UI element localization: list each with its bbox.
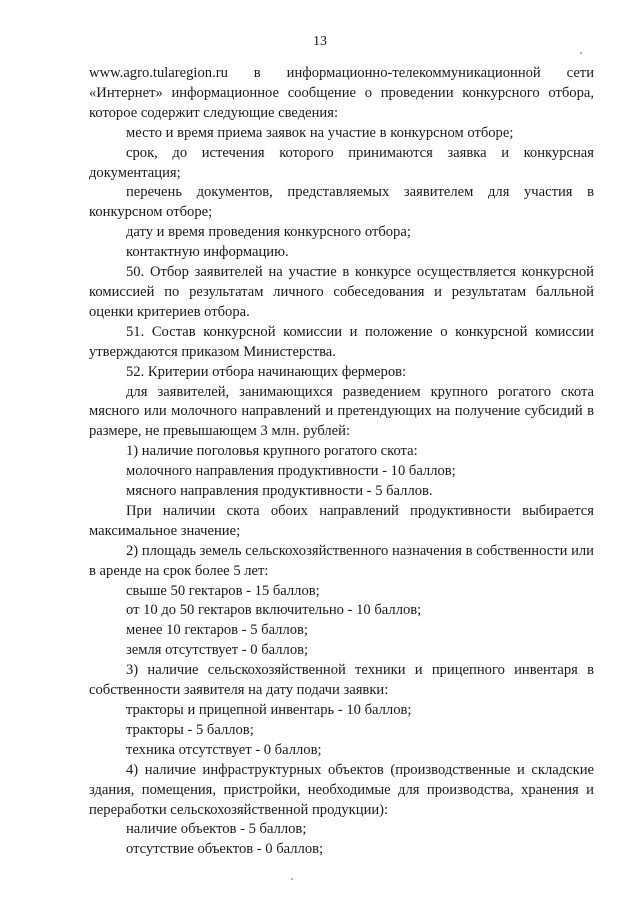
paragraph: наличие объектов - 5 баллов; xyxy=(126,821,307,838)
paragraph: техника отсутствует - 0 баллов; xyxy=(126,741,322,758)
document-body xyxy=(89,64,594,860)
scan-speck xyxy=(580,52,582,54)
scan-speck xyxy=(291,878,293,880)
paragraph: место и время приема заявок на участие в конкурсном отборе; xyxy=(126,124,514,141)
paragraph: от 10 до 50 гектаров включительно - 10 баллов; xyxy=(126,602,422,619)
paragraph: www.agro.tularegion.ru в информационно-телекоммуникационной сети «Интернет» информационное сообщение о проведении конкурсного отбора, которое содержит следующие сведения: xyxy=(89,65,594,121)
paragraph: 1) наличие поголовья крупного рогатого скота: xyxy=(126,443,418,460)
paragraph: молочного направления продуктивности - 10 баллов; xyxy=(126,463,456,480)
paragraph: 2) площадь земель сельскохозяйственного назначения в собственности или в аренде на срок более 5 лет: xyxy=(89,542,594,579)
paragraph: мясного направления продуктивности - 5 баллов. xyxy=(126,483,433,500)
paragraph: контактную информацию. xyxy=(126,244,289,261)
paragraph: отсутствие объектов - 0 баллов; xyxy=(126,841,324,858)
paragraph: 4) наличие инфраструктурных объектов (производственные и складские здания, помещения, пристройки, необходимые для производства, хранения и переработки сельскохозяйственной продукции): xyxy=(89,761,594,818)
paragraph: для заявителей, занимающихся разведением крупного рогатого скота мясного или молочного направлений и претендующих на получение субсидий в размере, не превышающем 3 млн. рублей: xyxy=(89,383,594,440)
paragraph: дату и время проведения конкурсного отбора; xyxy=(126,224,411,241)
paragraph: 3) наличие сельскохозяйственной техники и прицепного инвентаря в собственности заявителя на дату подачи заявки: xyxy=(89,662,594,699)
paragraph: тракторы - 5 баллов; xyxy=(126,721,254,738)
paragraph: свыше 50 гектаров - 15 баллов; xyxy=(126,582,320,599)
paragraph: земля отсутствует - 0 баллов; xyxy=(126,642,309,659)
paragraph: 50. Отбор заявителей на участие в конкурсе осуществляется конкурсной комиссией по результатам личного собеседования и результатам балльной оценки критериев отбора. xyxy=(89,264,594,320)
page-number: 13 xyxy=(313,34,327,49)
paragraph: менее 10 гектаров - 5 баллов; xyxy=(126,622,308,639)
paragraph: При наличии скота обоих направлений продуктивности выбирается максимальное значение; xyxy=(89,502,594,539)
paragraph: тракторы и прицепной инвентарь - 10 баллов; xyxy=(126,702,412,718)
paragraph: 52. Критерии отбора начинающих фермеров: xyxy=(126,363,407,380)
paragraph: перечень документов, представляемых заявителем для участия в конкурсном отборе; xyxy=(89,184,594,221)
paragraph: 51. Состав конкурсной комиссии и положение о конкурсной комиссии утверждаются приказом Министерства. xyxy=(89,323,594,360)
paragraph: срок, до истечения которого принимаются заявка и конкурсная документация; xyxy=(89,144,594,181)
